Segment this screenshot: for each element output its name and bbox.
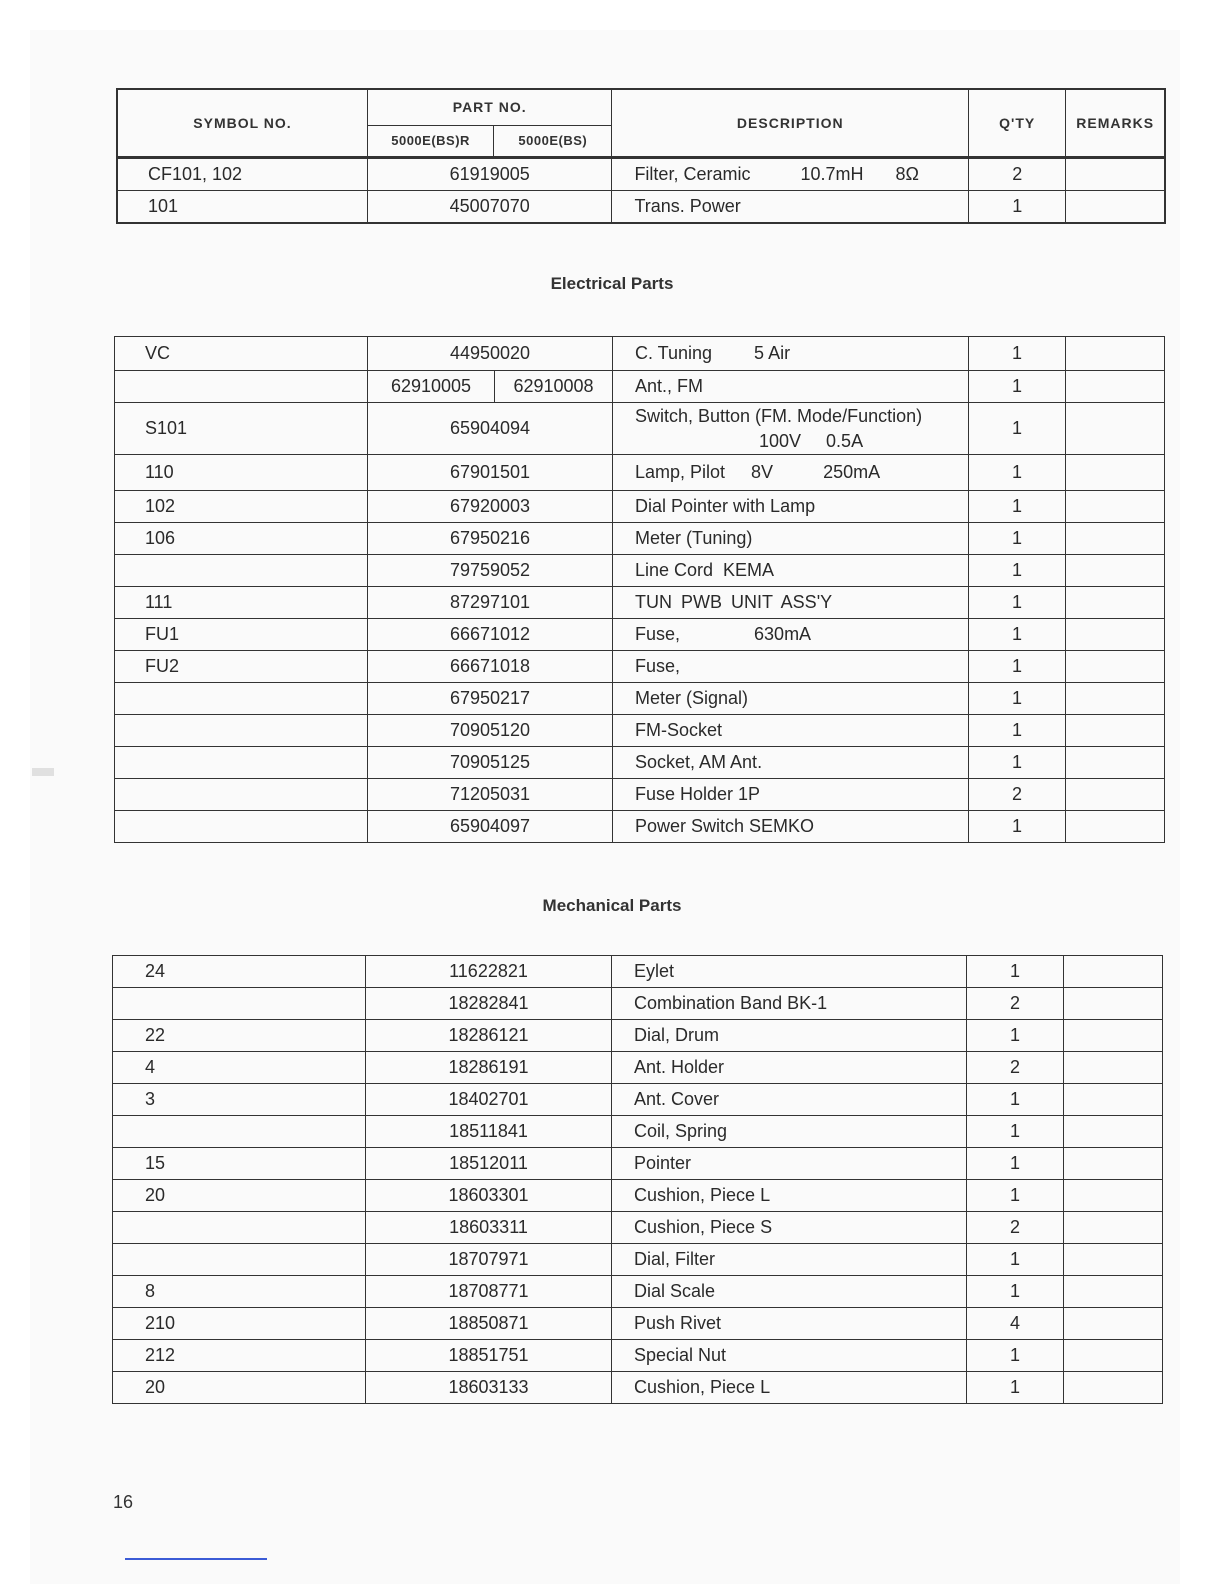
qty-cell: 1 xyxy=(969,523,1066,555)
symbol-cell xyxy=(115,555,368,587)
description-cell: Ant. Cover xyxy=(612,1084,967,1116)
table-row xyxy=(113,1276,1163,1308)
qty-cell: 1 xyxy=(967,1020,1064,1052)
symbol-cell: 3 xyxy=(113,1084,366,1116)
remarks-cell xyxy=(1066,491,1165,523)
description-text: Filter, Ceramic xyxy=(634,163,751,184)
parts-table-top xyxy=(116,88,1166,224)
symbol-cell xyxy=(115,715,368,747)
qty-cell: 1 xyxy=(967,1340,1064,1372)
description-spec: 5 Air xyxy=(754,343,791,363)
qty-cell: 1 xyxy=(967,1372,1064,1404)
remarks-cell xyxy=(1066,190,1165,223)
qty-cell: 1 xyxy=(969,811,1066,843)
part-cell: 71205031 xyxy=(368,779,613,811)
table-row xyxy=(113,1084,1163,1116)
remarks-cell xyxy=(1064,1180,1163,1212)
bottom-rule xyxy=(125,1558,267,1560)
symbol-cell xyxy=(115,747,368,779)
header-qty: Q'TY xyxy=(969,89,1066,157)
description-spec: 10.7mH xyxy=(800,163,864,184)
qty-cell: 1 xyxy=(969,190,1066,223)
part-cell: 70905120 xyxy=(368,715,613,747)
part-cell: 66671012 xyxy=(368,619,613,651)
part-cell: 18511841 xyxy=(366,1116,612,1148)
table-row xyxy=(113,1020,1163,1052)
symbol-cell: 210 xyxy=(113,1308,366,1340)
qty-cell: 1 xyxy=(969,619,1066,651)
symbol-cell: 102 xyxy=(115,491,368,523)
table-row xyxy=(113,956,1163,988)
part-cell: 70905125 xyxy=(368,747,613,779)
description-cell: Fuse Holder 1P xyxy=(613,779,969,811)
description-cell: Line Cord KEMA xyxy=(613,555,969,587)
remarks-cell xyxy=(1064,1020,1163,1052)
table-row xyxy=(113,1052,1163,1084)
part-cell: 79759052 xyxy=(368,555,613,587)
description-spec: 630mA xyxy=(754,624,812,644)
table-row xyxy=(115,811,1165,843)
description-text: Switch, Button (FM. Mode/Function) xyxy=(635,405,923,426)
table-row xyxy=(115,371,1165,403)
symbol-cell: 20 xyxy=(113,1372,366,1404)
remarks-cell xyxy=(1066,555,1165,587)
section-title-mechanical: Mechanical Parts xyxy=(542,896,682,915)
remarks-cell xyxy=(1064,1148,1163,1180)
description-cell: Ant. Holder xyxy=(612,1052,967,1084)
remarks-cell xyxy=(1066,683,1165,715)
part-cell: 45007070 xyxy=(367,190,611,223)
symbol-cell xyxy=(113,1212,366,1244)
qty-cell: 1 xyxy=(967,1244,1064,1276)
description-spec: 100V 0.5A xyxy=(759,430,864,451)
remarks-cell xyxy=(1066,747,1165,779)
description-cell: Dial Scale xyxy=(612,1276,967,1308)
description-cell xyxy=(613,403,969,455)
remarks-cell xyxy=(1064,1244,1163,1276)
remarks-cell xyxy=(1064,956,1163,988)
symbol-cell: CF101, 102 xyxy=(117,157,367,190)
description-cell: Eylet xyxy=(612,956,967,988)
part-cell: 18402701 xyxy=(366,1084,612,1116)
remarks-cell xyxy=(1064,1308,1163,1340)
description-cell xyxy=(613,455,969,491)
remarks-cell xyxy=(1064,1340,1163,1372)
table-row xyxy=(115,619,1165,651)
remarks-cell xyxy=(1064,1372,1163,1404)
description-spec: 8Ω xyxy=(895,163,919,184)
table-row xyxy=(113,1244,1163,1276)
table-row xyxy=(113,1372,1163,1404)
header-part-no-r: 5000E(BS)R xyxy=(367,125,493,157)
remarks-cell xyxy=(1066,715,1165,747)
section-title-electrical: Electrical Parts xyxy=(550,274,674,293)
remarks-cell xyxy=(1064,1276,1163,1308)
symbol-cell: VC xyxy=(115,337,368,371)
description-cell xyxy=(613,337,969,371)
qty-cell: 1 xyxy=(969,371,1066,403)
description-cell: Trans. Power xyxy=(612,190,969,223)
qty-cell: 2 xyxy=(969,157,1066,190)
qty-cell: 1 xyxy=(967,956,1064,988)
description-cell: Coil, Spring xyxy=(612,1116,967,1148)
symbol-cell xyxy=(115,811,368,843)
qty-cell: 1 xyxy=(969,491,1066,523)
table-row xyxy=(115,555,1165,587)
header-part-no: PART NO. xyxy=(367,89,611,125)
header-remarks: REMARKS xyxy=(1066,89,1165,157)
qty-cell: 1 xyxy=(969,555,1066,587)
symbol-cell xyxy=(113,988,366,1020)
qty-cell: 4 xyxy=(967,1308,1064,1340)
description-spec: 8V xyxy=(751,462,774,482)
remarks-cell xyxy=(1066,651,1165,683)
part-cell: 18282841 xyxy=(366,988,612,1020)
qty-cell: 2 xyxy=(969,779,1066,811)
description-cell: FM-Socket xyxy=(613,715,969,747)
description-cell: Ant., FM xyxy=(613,371,969,403)
qty-cell: 1 xyxy=(969,683,1066,715)
symbol-cell xyxy=(113,1244,366,1276)
scan-artifact xyxy=(32,768,54,776)
description-cell: Dial, Drum xyxy=(612,1020,967,1052)
table-row xyxy=(115,779,1165,811)
qty-cell: 1 xyxy=(969,337,1066,371)
table-row xyxy=(117,190,1165,223)
table-row xyxy=(113,988,1163,1020)
qty-cell: 2 xyxy=(967,988,1064,1020)
qty-cell: 1 xyxy=(969,715,1066,747)
table-row xyxy=(115,651,1165,683)
qty-cell: 1 xyxy=(967,1084,1064,1116)
symbol-cell: 101 xyxy=(117,190,367,223)
table-row xyxy=(115,403,1165,455)
description-text: Lamp, Pilot xyxy=(635,462,726,482)
description-cell: TUN PWB UNIT ASS'Y xyxy=(613,587,969,619)
qty-cell: 1 xyxy=(969,403,1066,455)
remarks-cell xyxy=(1066,779,1165,811)
qty-cell: 1 xyxy=(967,1180,1064,1212)
symbol-cell: 111 xyxy=(115,587,368,619)
symbol-cell: FU2 xyxy=(115,651,368,683)
qty-cell: 1 xyxy=(967,1116,1064,1148)
remarks-cell xyxy=(1066,403,1165,455)
symbol-cell xyxy=(113,1116,366,1148)
description-cell: Meter (Tuning) xyxy=(613,523,969,555)
symbol-cell: S101 xyxy=(115,403,368,455)
qty-cell: 1 xyxy=(967,1276,1064,1308)
qty-cell: 1 xyxy=(969,651,1066,683)
description-cell: Combination Band BK-1 xyxy=(612,988,967,1020)
symbol-cell: 110 xyxy=(115,455,368,491)
part-cell: 18603301 xyxy=(366,1180,612,1212)
table-row xyxy=(113,1116,1163,1148)
part-cell: 67950216 xyxy=(368,523,613,555)
part-cell: 18708771 xyxy=(366,1276,612,1308)
symbol-cell: 22 xyxy=(113,1020,366,1052)
mechanical-parts-table xyxy=(112,955,1163,1404)
table-row xyxy=(115,455,1165,491)
description-cell: Cushion, Piece S xyxy=(612,1212,967,1244)
qty-cell: 2 xyxy=(967,1052,1064,1084)
header-description: DESCRIPTION xyxy=(612,89,969,157)
description-cell: Special Nut xyxy=(612,1340,967,1372)
part-cell: 18851751 xyxy=(366,1340,612,1372)
table-row xyxy=(115,523,1165,555)
header-part-no-bs: 5000E(BS) xyxy=(494,125,612,157)
table-row xyxy=(113,1148,1163,1180)
table-row xyxy=(115,337,1165,371)
table-row xyxy=(113,1308,1163,1340)
remarks-cell xyxy=(1066,587,1165,619)
remarks-cell xyxy=(1064,1212,1163,1244)
table-row xyxy=(113,1340,1163,1372)
table-row xyxy=(113,1180,1163,1212)
symbol-cell: 15 xyxy=(113,1148,366,1180)
remarks-cell xyxy=(1066,371,1165,403)
part-cell: 18286191 xyxy=(366,1052,612,1084)
table-row xyxy=(117,157,1165,190)
part-cell: 67901501 xyxy=(368,455,613,491)
symbol-cell: 24 xyxy=(113,956,366,988)
description-cell: Power Switch SEMKO xyxy=(613,811,969,843)
part-cell-r: 62910005 xyxy=(368,371,495,403)
qty-cell: 1 xyxy=(967,1148,1064,1180)
remarks-cell xyxy=(1064,988,1163,1020)
remarks-cell xyxy=(1064,1116,1163,1148)
description-spec: 250mA xyxy=(823,462,881,482)
part-cell: 18707971 xyxy=(366,1244,612,1276)
description-cell: Socket, AM Ant. xyxy=(613,747,969,779)
part-cell-bs: 62910008 xyxy=(495,371,613,403)
description-cell: Dial, Filter xyxy=(612,1244,967,1276)
remarks-cell xyxy=(1066,157,1165,190)
description-cell: Cushion, Piece L xyxy=(612,1372,967,1404)
description-cell: Cushion, Piece L xyxy=(612,1180,967,1212)
part-cell: 18603133 xyxy=(366,1372,612,1404)
description-text: Fuse, xyxy=(635,624,681,644)
symbol-cell xyxy=(115,371,368,403)
description-cell: Pointer xyxy=(612,1148,967,1180)
remarks-cell xyxy=(1066,337,1165,371)
symbol-cell: 212 xyxy=(113,1340,366,1372)
part-cell: 18286121 xyxy=(366,1020,612,1052)
remarks-cell xyxy=(1066,619,1165,651)
qty-cell: 1 xyxy=(969,455,1066,491)
table-row xyxy=(115,747,1165,779)
part-cell: 18512011 xyxy=(366,1148,612,1180)
remarks-cell xyxy=(1064,1084,1163,1116)
remarks-cell xyxy=(1066,455,1165,491)
description-cell: Dial Pointer with Lamp xyxy=(613,491,969,523)
header-symbol-no: SYMBOL NO. xyxy=(117,89,367,157)
table-row xyxy=(115,715,1165,747)
part-cell: 44950020 xyxy=(368,337,613,371)
table-row xyxy=(115,683,1165,715)
symbol-cell: 4 xyxy=(113,1052,366,1084)
description-cell: Push Rivet xyxy=(612,1308,967,1340)
qty-cell: 1 xyxy=(969,587,1066,619)
symbol-cell xyxy=(115,683,368,715)
remarks-cell xyxy=(1066,523,1165,555)
description-cell xyxy=(613,619,969,651)
remarks-cell xyxy=(1066,811,1165,843)
remarks-cell xyxy=(1064,1052,1163,1084)
symbol-cell: 8 xyxy=(113,1276,366,1308)
description-cell xyxy=(612,157,969,190)
electrical-parts-table xyxy=(114,336,1165,843)
part-cell: 66671018 xyxy=(368,651,613,683)
part-cell: 67950217 xyxy=(368,683,613,715)
table-row xyxy=(115,491,1165,523)
description-text: C. Tuning xyxy=(635,343,713,363)
part-cell: 11622821 xyxy=(366,956,612,988)
part-cell: 87297101 xyxy=(368,587,613,619)
table-row xyxy=(113,1212,1163,1244)
part-cell: 61919005 xyxy=(367,157,611,190)
page-number: 16 xyxy=(113,1492,134,1512)
table-row xyxy=(115,587,1165,619)
symbol-cell: 20 xyxy=(113,1180,366,1212)
qty-cell: 1 xyxy=(969,747,1066,779)
description-cell: Fuse, xyxy=(613,651,969,683)
part-cell: 18603311 xyxy=(366,1212,612,1244)
part-cell: 65904097 xyxy=(368,811,613,843)
symbol-cell: 106 xyxy=(115,523,368,555)
symbol-cell: FU1 xyxy=(115,619,368,651)
part-cell: 67920003 xyxy=(368,491,613,523)
description-cell: Meter (Signal) xyxy=(613,683,969,715)
symbol-cell xyxy=(115,779,368,811)
part-cell: 65904094 xyxy=(368,403,613,455)
part-cell: 18850871 xyxy=(366,1308,612,1340)
qty-cell: 2 xyxy=(967,1212,1064,1244)
